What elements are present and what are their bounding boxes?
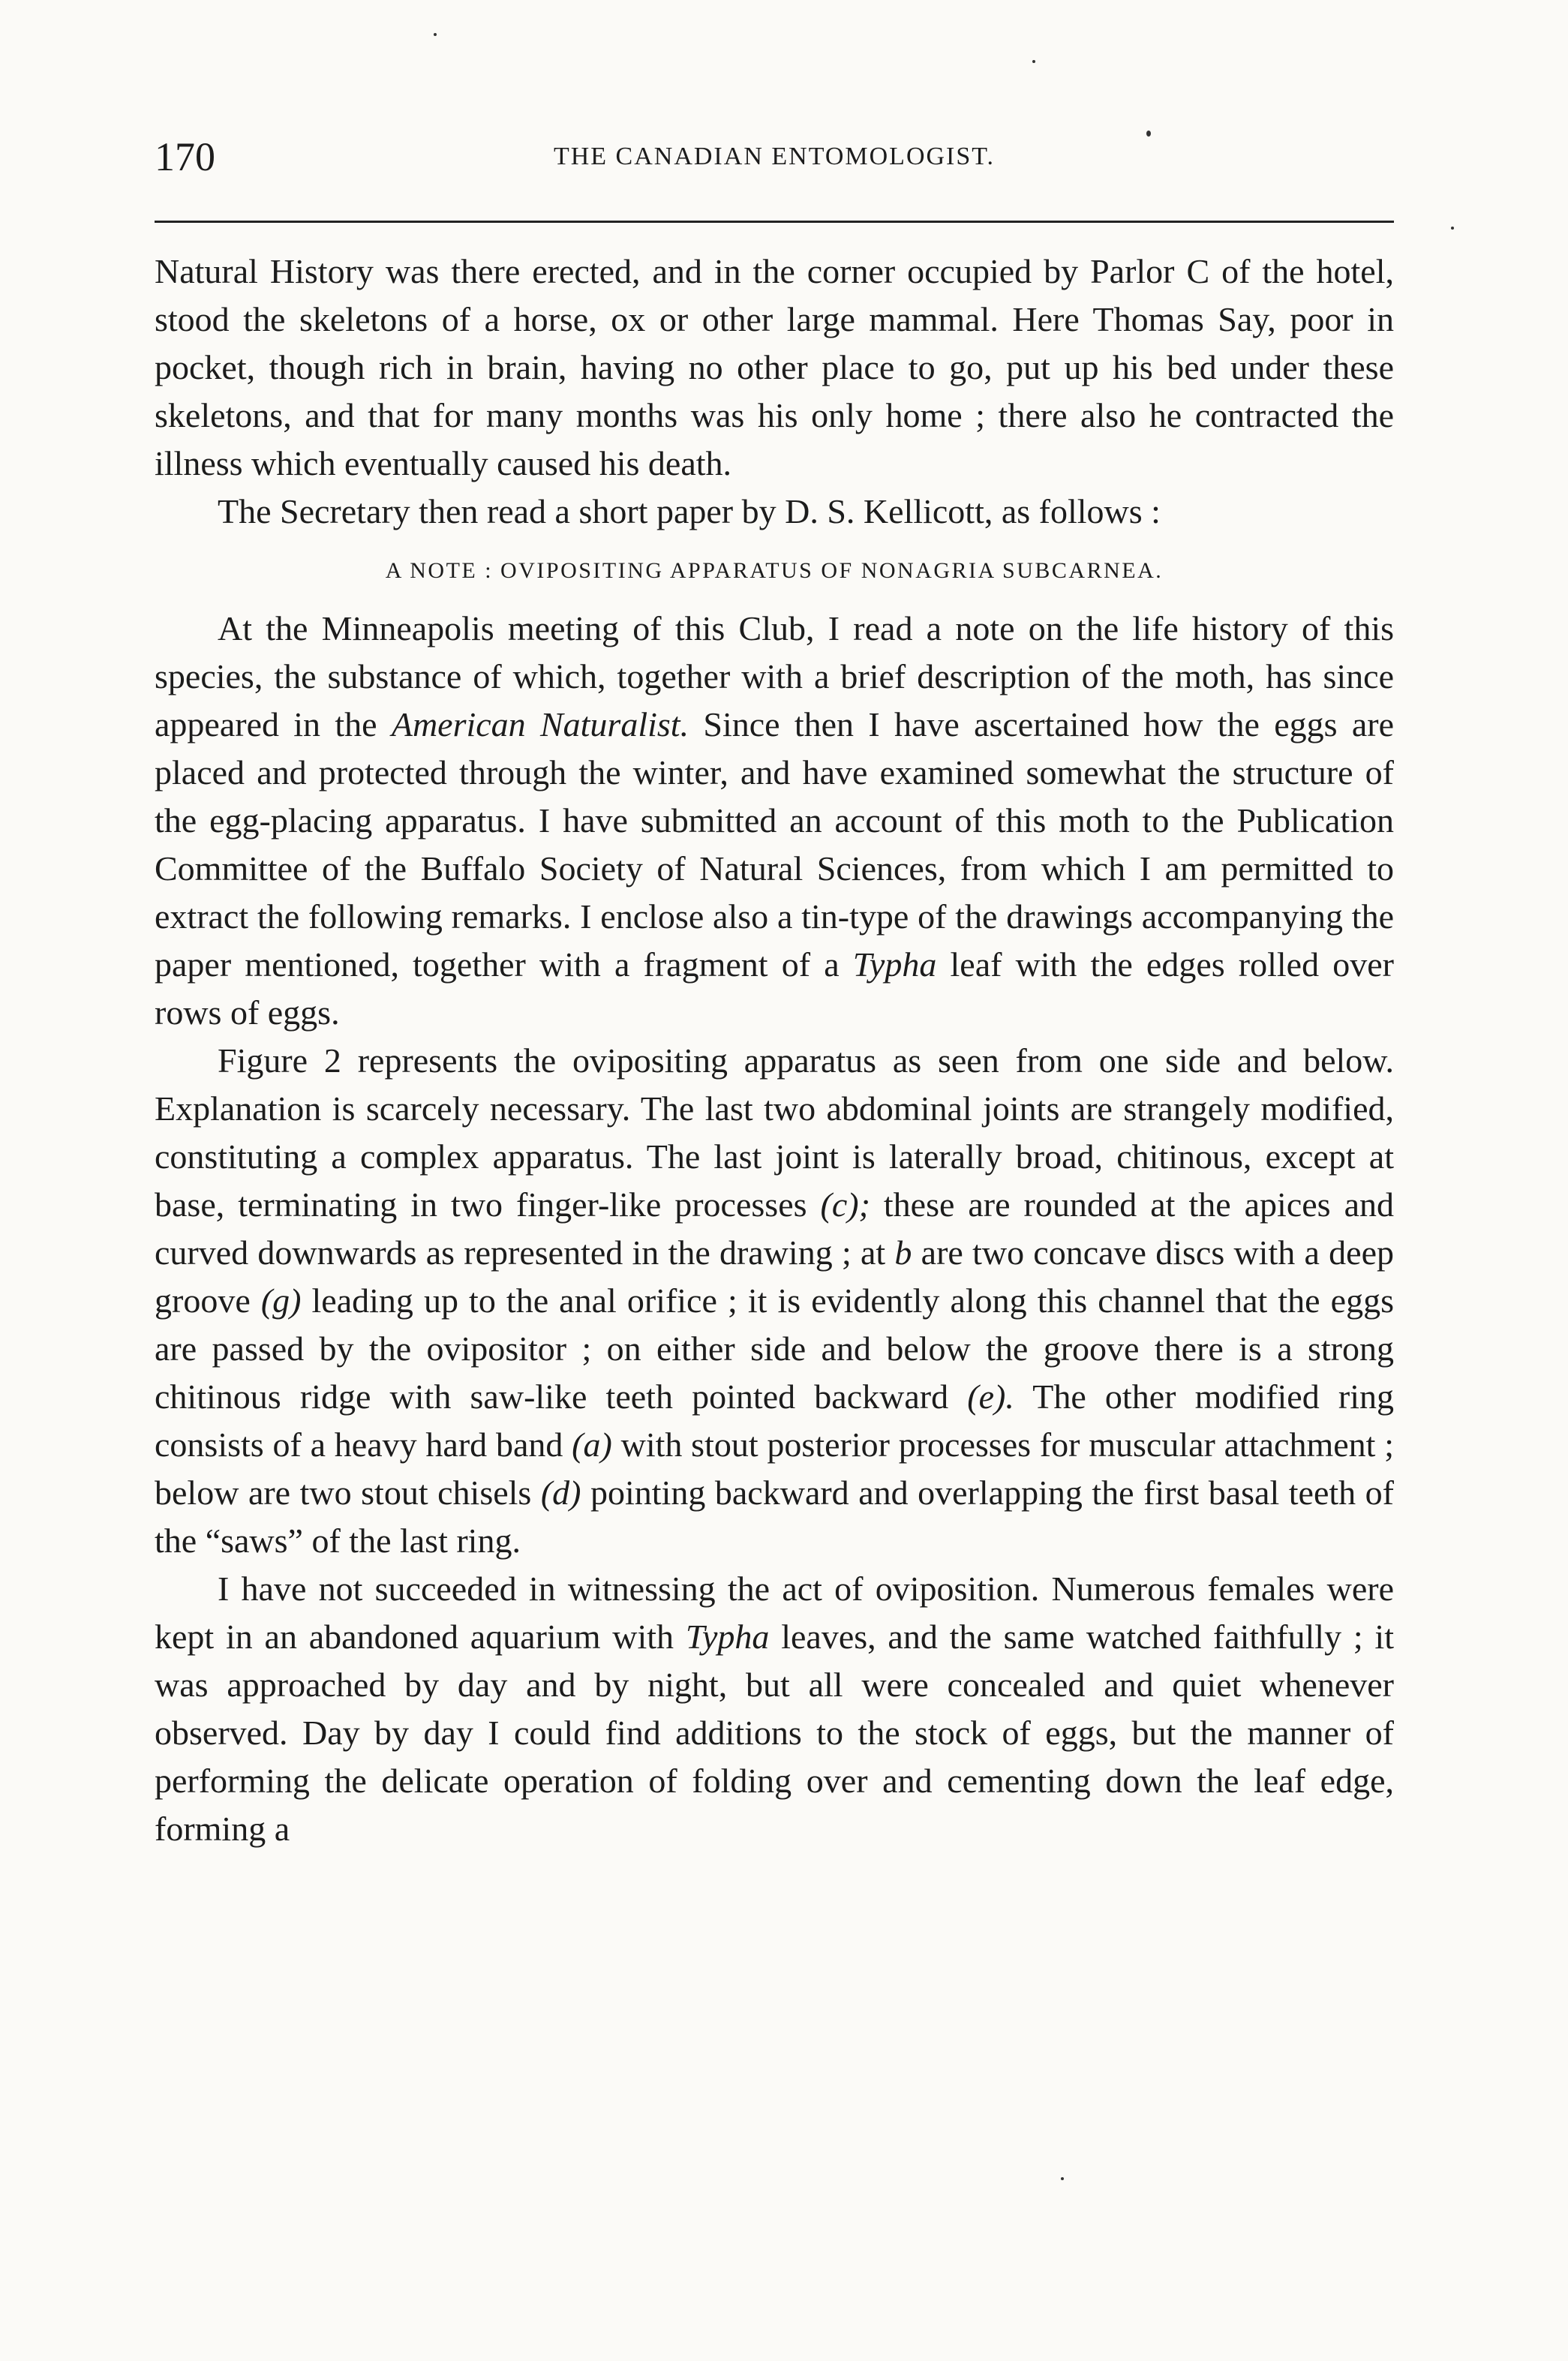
paragraph-5: [155, 1565, 1394, 1853]
page-number: 170: [155, 134, 215, 179]
text-run: with stout posterior processes for muscular attachment ; below are two stout chisels: [155, 1425, 1395, 1512]
text-run: Figure 2 represents the ovipositing apparatus as seen from one side and below. Explanation is scarcely necessary. The last two abdominal joints are strangely modified, constituting a complex apparatus. The last joint is laterally broad, chitinous, except at base, terminating in two finger-like processes: [155, 1041, 1394, 1224]
text-run: are two concave discs with a deep groove: [155, 1233, 1394, 1320]
paragraph-2: The Secretary then read a short paper by D. S. Kellicott, as follows :: [218, 492, 1161, 530]
text-run: leaf with the edges rolled over rows of eggs.: [155, 945, 1394, 1032]
running-head: THE CANADIAN ENTOMOLOGIST.: [553, 143, 996, 170]
text-run: leaves, and the same watched faithfully ; it was approached by day and by night, but all were concealed and quiet whenever observed. Day by day I could find additions to the stock of eggs, but the manner of performing the delicate operation of folding over and cementing down the leaf edge, forming a: [155, 1618, 1394, 1848]
page-header: [155, 128, 1394, 188]
scan-speck: [1061, 2177, 1064, 2180]
italic-run: (d): [540, 1473, 581, 1512]
body-text: [155, 248, 1394, 1853]
text-run: Since then I have ascertained how the eggs are placed and protected through the winter, and have examined somewhat the structure of the egg-placing apparatus. I have submitted an account of this moth to the Publication Committee of the Buffalo Society of Natural Sciences, from which I am permitted to extract the following remarks. I enclose also a tin-type of the drawings accompanying the paper mentioned, together with a fragment of a: [155, 705, 1394, 984]
scan-speck: [1032, 60, 1035, 63]
text-run: I have not succeeded in witnessing the act of oviposition. Numerous females were kept in an abandoned aquarium with: [155, 1569, 1394, 1656]
italic-run: (g): [260, 1281, 302, 1320]
italic-run: (e).: [967, 1377, 1014, 1416]
italic-run: Typha: [852, 945, 937, 984]
section-heading: A NOTE : OVIPOSITING APPARATUS OF NONAGRIA SUBCARNEA.: [385, 558, 1164, 583]
text-run: pointing backward and overlapping the first basal teeth of the “saws” of the last ring.: [155, 1473, 1394, 1560]
text-run: leading up to the anal orifice ; it is evidently along this channel that the eggs are passed by the ovipositor ; on either side and below the groove there is a strong chitinous ridge with saw-like teeth pointed backward: [155, 1281, 1394, 1416]
scan-speck: [1451, 227, 1454, 230]
italic-run: Typha: [685, 1618, 770, 1656]
text-run: The other modified ring consists of a heavy hard band: [155, 1377, 1395, 1464]
paragraph-4: [155, 1037, 1394, 1565]
text-run: At the Minneapolis meeting of this Club, I read a note on the life history of this species, the substance of which, together with a brief description of the moth, has since appeared in the: [155, 609, 1394, 743]
text-run: these are rounded at the apices and curved downwards as represented in the drawing ; at: [155, 1185, 1394, 1272]
scan-speck: [434, 33, 437, 36]
italic-run: (c);: [820, 1185, 870, 1224]
paragraph-3: [155, 605, 1394, 1037]
italic-run: (a): [572, 1425, 612, 1464]
italic-run: American Naturalist.: [391, 705, 689, 743]
italic-run: b: [894, 1233, 912, 1272]
header-rule: [155, 221, 1394, 223]
paragraph-1: Natural History was there erected, and in the corner occupied by Parlor C of the hotel, stood the skeletons of a horse, ox or other large mammal. Here Thomas Say, poor in pocket, though rich in brain, having no other place to go, put up his bed under these skeletons, and that for many months was his only home ; there also he contracted the illness which eventually caused his death.: [155, 252, 1394, 482]
